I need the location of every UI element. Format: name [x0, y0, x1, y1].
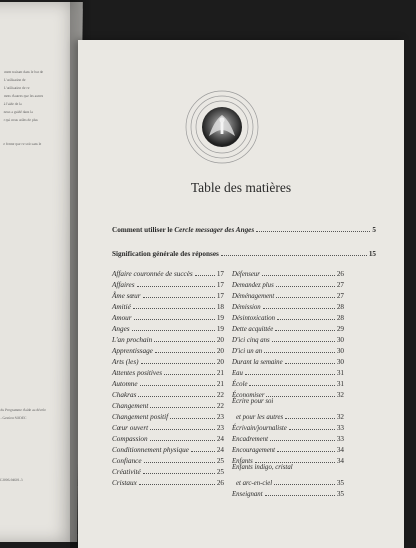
dot-leader [289, 429, 335, 430]
toc-entry-label: Âme sœur [112, 292, 141, 300]
toc-entry [112, 292, 224, 300]
toc-page-number: 28 [336, 303, 344, 311]
toc-page-number: 31 [336, 380, 344, 388]
toc-entry [232, 292, 344, 300]
dot-leader [245, 374, 335, 375]
toc-page-number: 5 [372, 226, 376, 234]
toc-entry [112, 435, 224, 443]
dot-leader [155, 352, 215, 353]
toc-page-number: 28 [336, 314, 344, 322]
toc-page-number: 27 [336, 281, 344, 289]
toc-entry [232, 281, 344, 289]
toc-page-number: 23 [216, 413, 224, 421]
dot-leader [262, 275, 335, 276]
toc-entry-label: Changement positif [112, 413, 169, 421]
toc-entry-label: Écrivain/journaliste [232, 425, 287, 432]
toc-page-number: 22 [216, 391, 224, 399]
dot-leader [285, 363, 335, 364]
toc-entry-label: Durant la semaine [232, 359, 283, 366]
toc-entry-line-1: Enfants indigo, cristal [232, 464, 293, 471]
right-page [78, 40, 404, 548]
toc-entry [112, 358, 224, 366]
dot-leader [134, 319, 215, 320]
toc-page-number: 34 [336, 457, 344, 465]
toc-page-number: 17 [216, 270, 224, 278]
toc-page-number: 17 [216, 281, 224, 289]
toc-entry-label: Dette acquittée [232, 326, 274, 333]
toc-page-number: 19 [216, 325, 224, 333]
toc-page-number: 35 [336, 490, 344, 498]
toc-entry-label: D'ici cinq ans [232, 337, 270, 344]
toc-page-number: 30 [336, 336, 344, 344]
dot-leader [144, 462, 215, 463]
dot-leader [277, 451, 335, 452]
toc-entry-label: Apprentissage [112, 347, 153, 355]
toc-entry-label: Changement [112, 402, 149, 410]
dot-leader [285, 418, 335, 419]
toc-entry [112, 314, 224, 322]
toc-entry [232, 358, 344, 366]
toc-entry [236, 479, 344, 487]
toc-page-number: 25 [216, 468, 224, 476]
toc-entry-label: Eau [232, 370, 243, 377]
toc-entry-label: Enseignant [232, 491, 263, 498]
left-page-text: e forme que ce soit sans le [3, 142, 42, 146]
dot-leader [272, 341, 335, 342]
dot-leader [249, 385, 334, 386]
left-page-text: nous a guidé dans la [3, 110, 33, 114]
toc-entry-label: Attentes positives [112, 369, 163, 377]
dot-leader [274, 484, 335, 485]
dot-leader [132, 330, 215, 331]
toc-entry [232, 314, 344, 322]
toc-page-number: 32 [336, 413, 344, 421]
toc-entry-label: Cœur ouvert [112, 424, 149, 432]
toc-entry-label: Encadrement [232, 436, 268, 443]
toc-page-number: 24 [216, 435, 224, 443]
toc-entry [232, 435, 344, 443]
dot-leader [277, 319, 335, 320]
left-page-text: C2006-94601-3 [0, 478, 23, 482]
dot-leader [265, 495, 335, 496]
toc-entry [232, 380, 344, 388]
dot-leader [195, 275, 215, 276]
toc-entry [112, 446, 224, 454]
left-page-text: du Programme d'aide au dévelo [0, 408, 46, 412]
toc-entry [112, 380, 224, 388]
toc-entry-label: École [232, 381, 248, 388]
toc-page-number: 23 [216, 424, 224, 432]
toc-page-number: 27 [336, 292, 344, 300]
toc-section-label: Signification générale des réponses [112, 250, 219, 258]
dot-leader [139, 484, 215, 485]
toc-entry-label: Enfants [232, 458, 253, 465]
dot-leader [191, 451, 215, 452]
dot-leader [266, 396, 334, 397]
toc-entry [112, 424, 224, 432]
toc-entry [112, 369, 224, 377]
dot-leader [256, 231, 370, 232]
toc-intro-entry [112, 226, 376, 234]
dot-leader [276, 297, 335, 298]
toc-entry-label: Compassion [112, 435, 148, 443]
toc-entry [236, 413, 344, 421]
toc-entry-label: Confiance [112, 457, 142, 465]
toc-page-number: 26 [216, 479, 224, 487]
left-page-text: ment traitant dans le but de [4, 70, 44, 74]
toc-page-number: 22 [216, 402, 224, 410]
toc-page-number: 18 [216, 303, 224, 311]
toc-entry-label: Encouragement [232, 447, 276, 454]
toc-entry-label: Affaire couronnée de succès [112, 270, 193, 278]
toc-page-number: 26 [336, 270, 344, 278]
toc-entry [112, 281, 224, 289]
toc-entry-line-1: Écrire pour soi [232, 398, 274, 405]
toc-entry [112, 457, 224, 465]
toc-page-number: 34 [336, 446, 344, 454]
left-page-text: mots d'autres que les autres [3, 94, 44, 98]
toc-intro-label: Comment utiliser le Cercle messager des Anges [112, 226, 255, 234]
toc-page-number: 30 [336, 347, 344, 355]
dot-leader [143, 473, 215, 474]
left-page-text: r qui nous utiles de plus [3, 118, 38, 122]
dot-leader [170, 418, 215, 419]
toc-entry [232, 336, 344, 344]
toc-page-number: 17 [216, 292, 224, 300]
toc-entry [112, 391, 224, 399]
toc-entry-label: Démission [232, 304, 261, 311]
toc-page-number: 20 [216, 358, 224, 366]
toc-entry [232, 270, 344, 278]
toc-entry [232, 446, 344, 454]
dot-leader [133, 308, 215, 309]
toc-entry-label: Créativité [112, 468, 141, 476]
toc-entry [112, 336, 224, 344]
toc-entry-label: Cristaux [112, 479, 137, 487]
toc-entry [232, 303, 344, 311]
dot-leader [263, 308, 335, 309]
toc-entry-label: et arc-en-ciel [236, 480, 273, 487]
toc-entry [112, 325, 224, 333]
toc-entry-label: Automne [112, 380, 138, 388]
dot-leader [154, 341, 215, 342]
dot-leader [140, 385, 215, 386]
toc-entry [112, 468, 224, 476]
toc-page-number: 32 [336, 391, 344, 399]
toc-entry [232, 347, 344, 355]
angel-circle-emblem [185, 90, 259, 164]
toc-page-number: 15 [368, 250, 376, 258]
dot-leader [143, 297, 215, 298]
dot-leader [141, 363, 215, 364]
toc-entry [112, 479, 224, 487]
toc-entry-label: et pour les autres [236, 414, 284, 421]
toc-entry-label: Défenseur [232, 271, 260, 278]
dot-leader [276, 286, 335, 287]
toc-entry-label: Déménagement [232, 293, 275, 300]
dot-leader [150, 429, 215, 430]
dot-leader [164, 374, 215, 375]
left-page-text: L'utilisation de [3, 78, 26, 82]
dot-leader [221, 255, 367, 256]
toc-page-number: 35 [336, 479, 344, 487]
toc-page-number: 21 [216, 380, 224, 388]
page-title: Table des matières [190, 180, 292, 195]
left-page-text: L'utilisation de ce [3, 86, 30, 90]
toc-page-number: 19 [216, 314, 224, 322]
toc-entry-label: Affaires [112, 281, 135, 289]
toc-section-entry [112, 250, 376, 258]
toc-page-number: 20 [216, 336, 224, 344]
toc-entry [112, 270, 224, 278]
dot-leader [138, 396, 214, 397]
toc-entry [112, 347, 224, 355]
dot-leader [275, 330, 334, 331]
toc-page-number: 33 [336, 435, 344, 443]
toc-page-number: 25 [216, 457, 224, 465]
toc-entry [232, 424, 344, 432]
toc-page-number: 29 [336, 325, 344, 333]
toc-entry-label: D'ici un an [232, 348, 263, 355]
toc-entry [112, 413, 224, 421]
dot-leader [150, 407, 214, 408]
toc-entry-label: Amitié [112, 303, 131, 311]
toc-entry-label: L'an prochain [112, 336, 153, 344]
dot-leader [264, 352, 335, 353]
toc-entry-label: Arts (les) [112, 358, 139, 366]
left-page-text: - Gestion SODEC [0, 416, 27, 420]
dot-leader [270, 440, 335, 441]
toc-entry-label: Anges [112, 325, 130, 333]
toc-entry [232, 325, 344, 333]
toc-page-number: 24 [216, 446, 224, 454]
dot-leader [137, 286, 215, 287]
toc-entry-label: Conditionnement physique [112, 446, 189, 454]
toc-entry-label: Demandez plus [232, 282, 274, 289]
toc-entry-label: Amour [112, 314, 132, 322]
toc-entry [232, 490, 344, 498]
dot-leader [150, 440, 215, 441]
toc-page-number: 30 [336, 358, 344, 366]
left-page-text: à l'aide de la [3, 102, 22, 106]
toc-page-number: 20 [216, 347, 224, 355]
toc-page-number: 21 [216, 369, 224, 377]
toc-entry [112, 303, 224, 311]
toc-entry [232, 369, 344, 377]
toc-entry-label: Économiser [232, 392, 265, 399]
toc-entry-label: Désintoxication [232, 315, 276, 322]
toc-entry-label: Chakras [112, 391, 137, 399]
toc-entry [112, 402, 224, 410]
toc-page-number: 31 [336, 369, 344, 377]
toc-page-number: 33 [336, 424, 344, 432]
